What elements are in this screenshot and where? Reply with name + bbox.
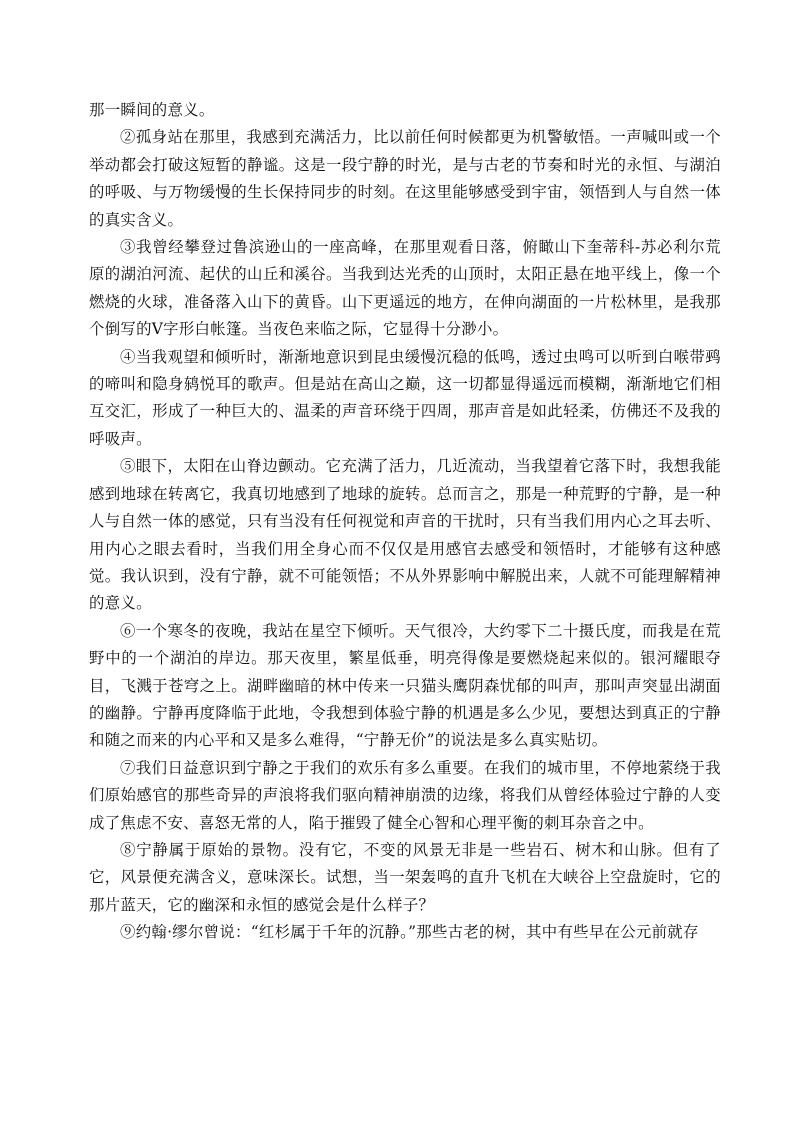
article-body [89,97,721,947]
paragraph-continued: 那一瞬间的意义。 [89,101,215,119]
paragraph-2: ②孤身站在那里，我感到充满活力，比以前任何时候都更为机警敏悟。一声喊叫或一个举动都会打破这短暂的静谧。这是一段宁静的时光，是与古老的节奏和时光的永恒、与湖泊的呼吸、与万物缓慢的生长保持同步的时刻。在这里能够感受到宇宙，领悟到人与自然一体的真实含义。 [89,128,721,229]
paragraph-9: ⑨约翰·缪尔曾说：“红杉属于千年的沉静。”那些古老的树，其中有些早在公元前就存 [120,923,699,942]
paragraph-3: ③我曾经攀登过鲁滨逊山的一座高峰，在那里观看日落，俯瞰山下奎蒂科-苏必利尔荒原的湖泊河流、起伏的山丘和溪谷。当我到达光秃的山顶时，太阳正悬在地平线上，像一个燃烧的火球，准备落入山下的黄昏。山下更遥远的地方，在伸向湖面的一片松林里，是我那个倒写的V字形白帐篷。当夜色来临之际，它显得十分渺小。 [89,238,721,339]
paragraph-4: ④当我观望和倾听时，渐渐地意识到昆虫缓慢沉稳的低鸣，透过虫鸣可以听到白喉带鹀的啼叫和隐身鸫悦耳的歌声。但是站在高山之巅，这一切都显得遥远而模糊，渐渐地它们相互交汇，形成了一种巨大的、温柔的声音环绕于四周，那声音是如此轻柔，仿佛还不及我的呼吸声。 [89,347,721,448]
paragraph-5: ⑤眼下，太阳在山脊边颤动。它充满了活力，几近流动，当我望着它落下时，我想我能感到地球在转离它，我真切地感到了地球的旋转。总而言之，那是一种荒野的宁静，是一种人与自然一体的感觉，只有当没有任何视觉和声音的干扰时，只有当我们用内心之耳去听、用内心之眼去看时，当我们用全身心而不仅仅是用感官去感受和领悟时，才能够有这种感觉。我认识到，没有宁静，就不可能领悟；不从外界影响中解脱出来，人就不可能理解精神的意义。 [89,457,721,613]
paragraph-7: ⑦我们日益意识到宁静之于我们的欢乐有多么重要。在我们的城市里，不停地萦绕于我们原始感官的那些奇异的声浪将我们驱向精神崩溃的边缘，将我们从曾经体验过宁静的人变成了焦虑不安、喜怒无常的人，陷于摧毁了健全心智和心理平衡的刺耳杂音之中。 [89,758,721,832]
paragraph-8: ⑧宁静属于原始的景物。没有它，不变的风景无非是一些岩石、树木和山脉。但有了它，风景便充满含义，意味深长。试想，当一架轰鸣的直升飞机在大峡谷上空盘旋时，它的那片蓝天，它的幽深和永恒的感觉会是什么样子？ [89,840,721,914]
paragraph-6: ⑥一个寒冬的夜晚，我站在星空下倾听。天气很冷，大约零下二十摄氏度，而我是在荒野中的一个湖泊的岸边。那天夜里，繁星低垂，明亮得像是要燃烧起来似的。银河耀眼夺目，飞溅于苍穹之上。湖畔幽暗的林中传来一只猫头鹰阴森忧郁的叫声，那叫声突显出湖面的幽静。宁静再度降临于此地，令我想到体验宁静的机遇是多么少见，要想达到真正的宁静和随之而来的内心平和又是多么难得，“宁静无价”的说法是多么真实贴切。 [89,621,721,750]
